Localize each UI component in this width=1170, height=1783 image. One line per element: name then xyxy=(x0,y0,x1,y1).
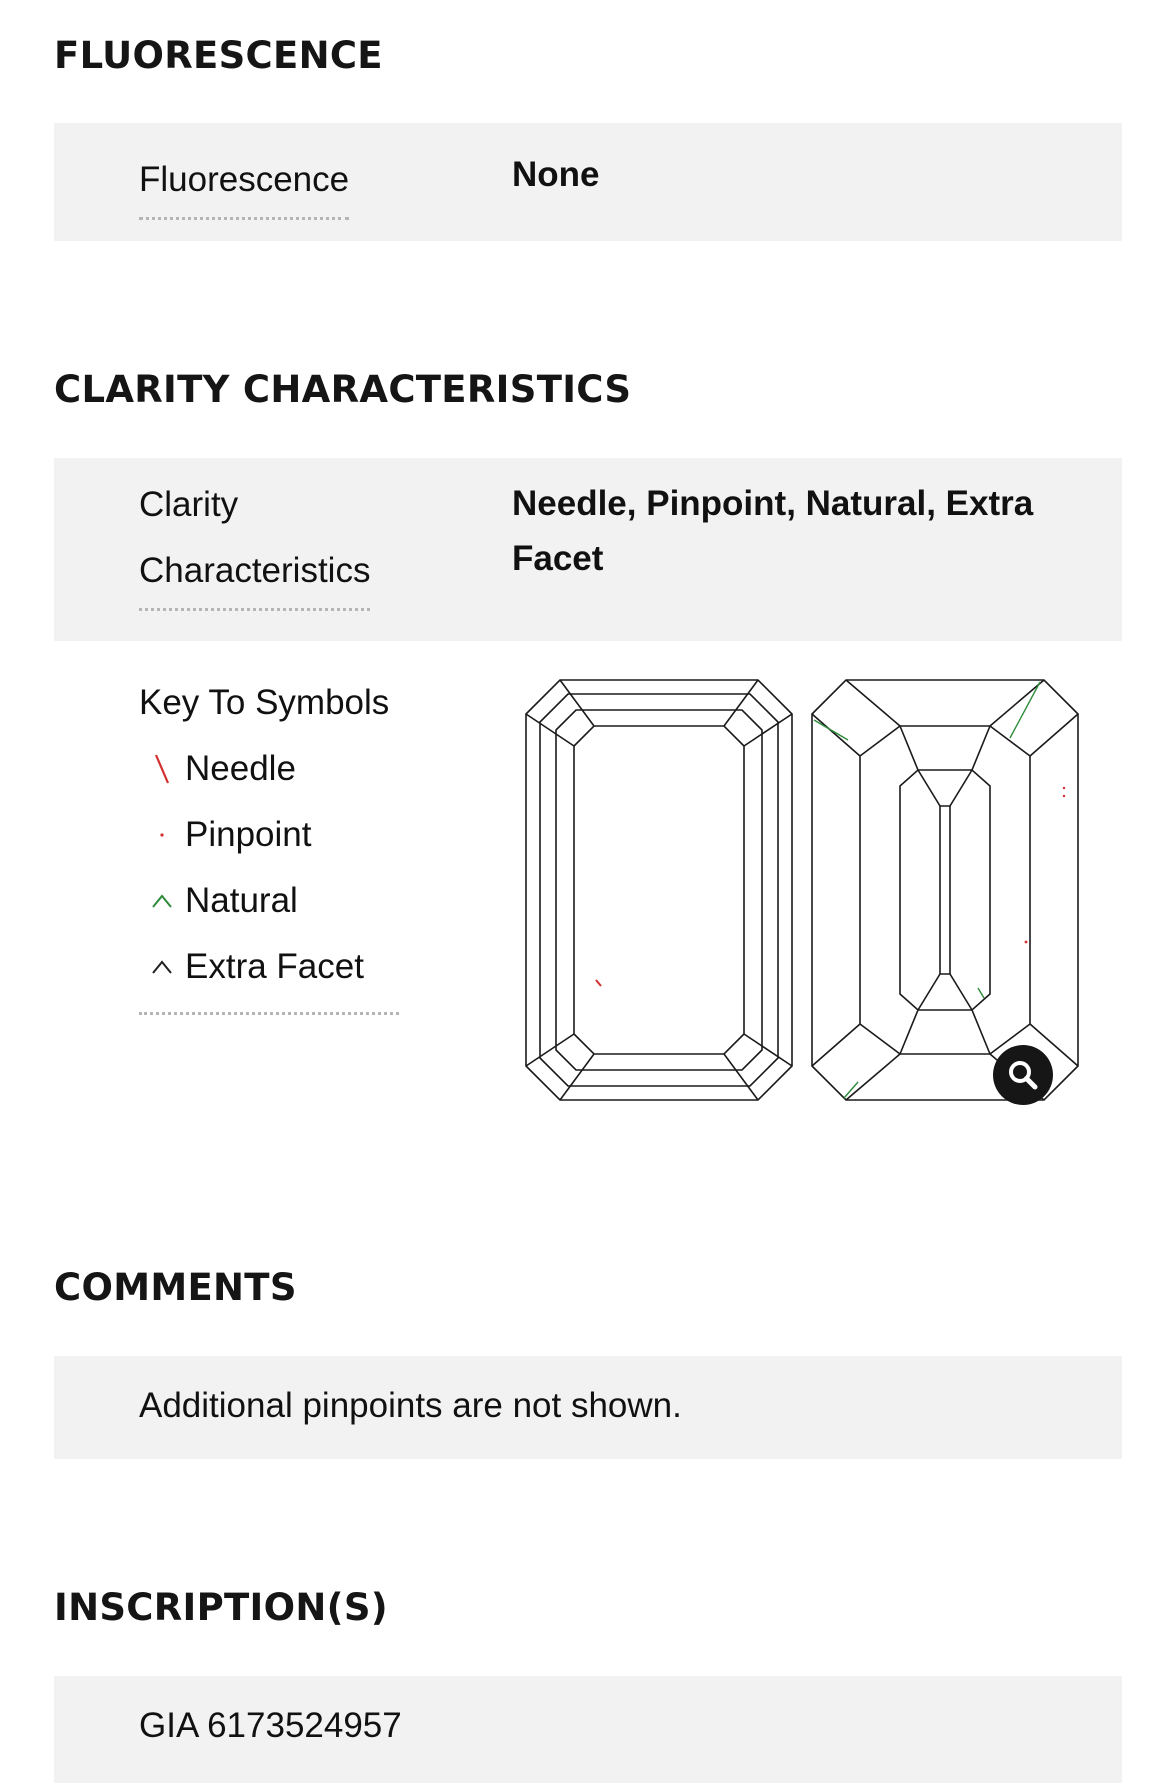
crown-needle-mark xyxy=(596,980,601,986)
comments-heading: COMMENTS xyxy=(54,1266,297,1309)
crown-view-diagram[interactable] xyxy=(524,678,794,1102)
key-item-needle xyxy=(139,736,399,802)
pavilion-natural-mark-2 xyxy=(1010,682,1040,738)
fluorescence-heading: FLUORESCENCE xyxy=(54,34,383,77)
clarity-label-line2: Characteristics xyxy=(139,551,371,590)
inscriptions-heading: INSCRIPTION(S) xyxy=(54,1586,389,1629)
clarity-value-line1: Needle, Pinpoint, Natural, Extra xyxy=(512,484,1034,523)
key-to-symbols[interactable] xyxy=(139,670,399,1015)
pavilion-extra-facet-mark xyxy=(978,988,984,998)
key-label-needle: Needle xyxy=(185,749,296,788)
extra-facet-symbol-icon xyxy=(139,959,185,975)
needle-symbol-icon xyxy=(139,752,185,786)
key-label-extra-facet: Extra Facet xyxy=(185,947,364,986)
inscription-text: GIA 6173524957 xyxy=(139,1706,402,1745)
key-item-pinpoint xyxy=(139,802,399,868)
pavilion-pinpoint-mark-1 xyxy=(1063,787,1065,789)
clarity-label[interactable] xyxy=(139,472,370,611)
zoom-button[interactable] xyxy=(993,1045,1053,1105)
pavilion-outline xyxy=(812,680,1078,1100)
fluorescence-label[interactable]: Fluorescence xyxy=(139,147,349,220)
clarity-panel xyxy=(54,458,1122,641)
clarity-heading: CLARITY CHARACTERISTICS xyxy=(54,368,632,411)
pavilion-pinpoint-mark-2 xyxy=(1063,795,1065,797)
key-item-natural xyxy=(139,868,399,934)
pavilion-keel xyxy=(940,806,950,974)
comments-text: Additional pinpoints are not shown. xyxy=(139,1386,682,1425)
crown-table xyxy=(574,726,744,1054)
crown-outline xyxy=(526,680,792,1100)
key-title: Key To Symbols xyxy=(139,683,390,722)
pavilion-inner-1 xyxy=(860,726,1030,1054)
crown-ring-2 xyxy=(556,710,762,1070)
magnifier-icon xyxy=(1006,1058,1040,1092)
clarity-value-line2: Facet xyxy=(512,539,604,578)
crown-ring-1 xyxy=(540,694,778,1086)
pavilion-pinpoint-mark-3 xyxy=(1025,941,1028,944)
natural-symbol-icon xyxy=(139,893,185,909)
fluorescence-panel xyxy=(54,123,1122,241)
clarity-label-line1: Clarity xyxy=(139,485,239,524)
inscriptions-panel xyxy=(54,1676,1122,1783)
clarity-value xyxy=(512,476,1033,586)
pavilion-natural-mark-1 xyxy=(814,720,848,740)
key-label-pinpoint: Pinpoint xyxy=(185,815,312,854)
fluorescence-value: None xyxy=(512,155,600,194)
pavilion-view-diagram[interactable] xyxy=(810,678,1080,1102)
key-label-natural: Natural xyxy=(185,881,298,920)
comments-panel xyxy=(54,1356,1122,1459)
pinpoint-symbol-icon xyxy=(139,825,185,845)
key-item-extra-facet xyxy=(139,934,399,1000)
